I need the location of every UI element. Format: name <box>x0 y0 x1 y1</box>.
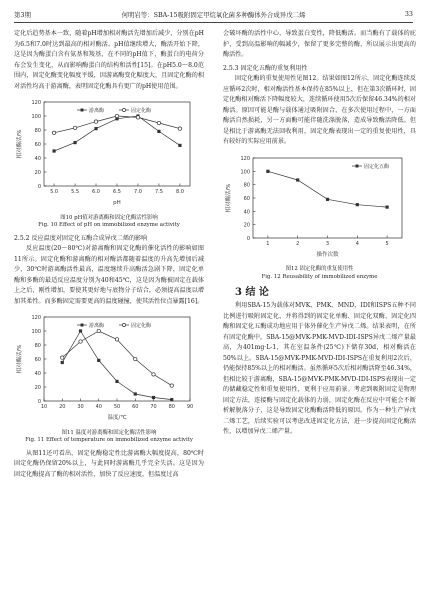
paragraph: 利用SBA-15为载体对MVK、PMK、MND、IDI和ISPS五种不同比例进行吸附固定化，并将得到的固定化单酶、固定化双酶、固定化四酶和固定化五酶成功地应用于体外催化生产异戊二烯。结果表明，在所有固定化酶中，SBA-15@MVK-PMK-MVD-IDI-ISPS异戊二烯产量最高，为401mg·L-1，其在室温条件(25℃)下储存30d，相对酶活在50%以上。SBA-15@MVK-PMK-MVD-IDI-ISPS在重复利用2次后，仍能保持85%以上的相对酶活。虽然循环5次后相对酶活降至46.34%，但相比较于游离酶，SBA-15@MVK-PMK-MVD-IDI-ISPS表现出一定的储藏稳定性和重复使用性，更利于应用前景。考虑到吸附固定是物理固定方法，连接酶与固定化载体的力弱，固定化酶在反应中可能会不断析解脱落分子，这是导致固定化酶酶活降低的原因。作为一种生产异戊二烯工艺，后续实验可以考虑改进固定化方法，进一步提高固定化酶活性，以增加异戊二烯产量。 <box>223 302 417 435</box>
legend-label: 固定化五酶 <box>364 163 390 170</box>
x-tick-label: 7.5 <box>154 189 163 195</box>
x-axis-label: 温度/℃ <box>107 415 127 421</box>
y-tick-label: 100 <box>240 168 250 175</box>
fig11-caption-en: Fig. 11 Effect of temperature on immobilized enzyme activity <box>25 437 193 443</box>
series-line-0 <box>268 171 387 207</box>
x-tick-label: 40 <box>95 404 102 410</box>
x-tick-label: 3 <box>325 240 330 247</box>
data-point-circle <box>136 116 139 119</box>
data-point-circle <box>73 126 76 129</box>
y-tick-label: 20 <box>34 385 41 391</box>
data-point-square <box>386 205 389 208</box>
data-point-circle <box>157 121 160 124</box>
x-tick-label: 8.0 <box>175 189 184 195</box>
fig12-chart <box>223 152 416 260</box>
y-axis-label: 相对酶活/% <box>17 344 23 374</box>
plot-frame <box>44 317 190 401</box>
y-tick-label: 120 <box>31 315 41 321</box>
y-axis-label: 相对酶活/% <box>226 182 232 213</box>
y-tick-label: 100 <box>31 329 41 335</box>
section-heading-2-5-2: 2.5.2 反应温度对固定化五酶合成异戊二烯的影响 <box>14 234 148 242</box>
data-point-square <box>266 169 269 172</box>
figure-10 <box>14 96 204 213</box>
left-column <box>14 29 204 480</box>
y-tick-label: 0 <box>37 399 41 405</box>
x-tick-label: 90 <box>186 404 194 410</box>
data-point-circle <box>61 356 64 359</box>
fig10-chart <box>14 96 204 208</box>
data-point-square <box>356 203 359 206</box>
y-axis-label: 相对酶活/% <box>17 129 23 159</box>
x-tick-label: 60 <box>132 404 139 410</box>
figure-11 <box>14 311 204 428</box>
x-tick-label: 10 <box>40 404 48 410</box>
y-tick-label: 60 <box>243 195 250 202</box>
data-point-square <box>152 396 155 399</box>
y-tick-label: 40 <box>243 208 250 215</box>
running-title: 何明岩等：SBA-15吸附固定甲烷氧化菌多种酶体外合成异戊二烯 <box>121 11 306 19</box>
y-tick-label: 80 <box>243 182 250 189</box>
section-heading-2-5-3: 2.5.3 固定化五酶的重复利用性 <box>223 64 308 72</box>
data-point-square <box>134 392 137 395</box>
x-tick-label: 80 <box>168 404 175 410</box>
legend-marker-square <box>356 164 359 167</box>
data-point-square <box>178 144 181 147</box>
fig11-caption-cn: 图11 温度对游离酶和固定化酶活性影响 <box>61 429 157 436</box>
data-point-square <box>52 149 55 152</box>
figure-12 <box>223 152 416 265</box>
paragraph: 定化后趋势基本一致，随着pH增加相对酶活先增加后减少，分别在pH为6.5和7.0时达到最高的相对酶活。pH值继续增大，酶活开始下降，这是因为酶蛋白含有氨基和羧基，在不同的pH值下，酶蛋白的电荷分布会发生变化，从而影响酶蛋白的结构和活性[15]。在pH5.0～8.0范围内，固定化酶变化幅度平缓，因游离酶变化幅度大，且固定化酶的相对活性均高于游离酶，表明固定化酶具有更广的pH使用范围。 <box>14 30 204 90</box>
fig10-caption-cn: 图10 pH值对游离酶和固定化酶活性影响 <box>60 214 158 221</box>
fig10-caption-en: Fig. 10 Effect of pH on immobilized enzyme activity <box>38 222 180 228</box>
data-point-circle <box>170 384 173 387</box>
fig12-caption-cn: 图12 固定化酶的重复使用性 <box>285 266 354 272</box>
running-header <box>14 8 413 23</box>
legend-label: 固定化酶 <box>131 108 152 114</box>
data-point-square <box>115 380 118 383</box>
x-tick-label: 2 <box>296 240 300 247</box>
data-point-square <box>170 398 173 401</box>
issue-number: 第3期 <box>14 11 31 19</box>
data-point-square <box>97 359 100 362</box>
legend-marker-square <box>81 109 84 112</box>
page-number: 33 <box>404 10 413 18</box>
legend-marker-square <box>81 324 84 327</box>
section-heading-3: 3 结 论 <box>235 287 269 298</box>
paragraph: 反应温度(20～80℃)对游离酶和固定化酶的催化活性的影响如图11所示。固定化酶和游离酶的相对酶活都随着温度的升高先增加后减少，30℃时游离酶活性最高，温度继续升高酶活急剧下降，固定化单酶和多酶的最适反应温度分别为40和45℃，这是因为酶被固定在载体上之后，刚性增加，要使其更好地与底物分子结合，必须提高温度以增加其柔性。而多酶固定需要更高的温度碰撞，使其活性位点暴露[16]。 <box>14 245 204 305</box>
y-tick-label: 20 <box>243 222 250 229</box>
series-line-0 <box>54 116 180 151</box>
data-point-circle <box>134 357 137 360</box>
x-tick-label: 70 <box>150 404 157 410</box>
data-point-square <box>61 361 64 364</box>
legend-marker-circle <box>122 108 125 111</box>
x-tick-label: 5 <box>385 240 389 247</box>
x-tick-label: 30 <box>77 404 84 410</box>
y-tick-label: 40 <box>34 156 41 162</box>
y-tick-label: 40 <box>34 371 41 377</box>
data-point-square <box>73 141 76 144</box>
y-tick-label: 100 <box>31 114 41 120</box>
y-tick-label: 60 <box>34 357 41 363</box>
x-tick-label: 6.5 <box>113 189 121 195</box>
data-point-square <box>79 329 82 332</box>
x-tick-label: 6.0 <box>92 189 100 195</box>
paragraph: 固定化酶的重复使用性见图12。结果如图12所示，固定化酶连续反应循环2次时，相对酶活性基本保持在85%以上，但在第3次循环时，固定化酶相对酶活下降幅度较大，连续循环使用5次后保留46.34%的相对酶活。原因可能是酶与载体通过吸附固合，在多次使用过程中，一方面酶活自然损耗，另一方面酶可能伴随洗涤脱落，造成导致酶活降低。但是相比于游离酶无法回收利用，固定化酶表现出一定的重复使用性，具有较好的实际应用前景。 <box>223 75 416 145</box>
data-point-square <box>94 127 97 130</box>
legend-label: 固定化酶 <box>131 323 152 329</box>
data-point-square <box>326 197 329 200</box>
data-point-circle <box>152 373 155 376</box>
x-tick-label: 7.0 <box>134 189 142 195</box>
y-tick-label: 80 <box>34 343 41 349</box>
paragraph: 会破坏酶的活性中心，导致蛋白变性，降低酶活。而当酶有了载体的庇护，受到高温影响的幅减少，保留了更多完整的酶，所以展示出更高的酶活性。 <box>223 30 416 58</box>
x-tick-label: 50 <box>113 404 121 410</box>
y-tick-label: 80 <box>34 128 41 134</box>
paragraph: 从图11还可看出，固定化酶稳定性比游离酶大幅度提高，80℃时固定化酶仍保留20%以上，与此同时游离酶几乎完全失活。这是因为固定化酶提高了酶的相对活性，加快了反应速度，但温度过高 <box>14 449 204 478</box>
fig12-caption-en: Fig. 12 Reusability of immobilized enzyme <box>261 273 378 280</box>
right-column <box>223 29 416 438</box>
data-point-circle <box>79 340 82 343</box>
x-tick-label: 20 <box>59 404 66 410</box>
data-point-square <box>296 178 299 181</box>
data-point-circle <box>178 127 181 130</box>
legend-label: 游离酶 <box>89 323 105 329</box>
data-point-circle <box>115 114 118 117</box>
y-tick-label: 0 <box>246 235 250 242</box>
legend-label: 游离酶 <box>89 108 105 114</box>
data-point-circle <box>97 329 100 332</box>
data-point-circle <box>115 338 118 341</box>
x-tick-label: 5.0 <box>50 189 59 195</box>
y-tick-label: 20 <box>34 170 41 176</box>
x-axis-label: pH <box>113 200 121 206</box>
y-tick-label: 120 <box>31 100 41 106</box>
data-point-circle <box>52 131 55 134</box>
x-axis-label: 操作次数 <box>316 251 339 258</box>
data-point-circle <box>94 120 97 123</box>
y-tick-label: 120 <box>240 155 250 162</box>
y-tick-label: 60 <box>34 142 41 148</box>
data-point-square <box>157 130 160 133</box>
fig11-chart <box>14 311 204 423</box>
x-tick-label: 5.5 <box>71 189 80 195</box>
legend-marker-circle <box>122 323 125 326</box>
x-tick-label: 4 <box>355 240 359 247</box>
x-tick-label: 1 <box>266 240 270 247</box>
y-tick-label: 0 <box>37 184 41 190</box>
